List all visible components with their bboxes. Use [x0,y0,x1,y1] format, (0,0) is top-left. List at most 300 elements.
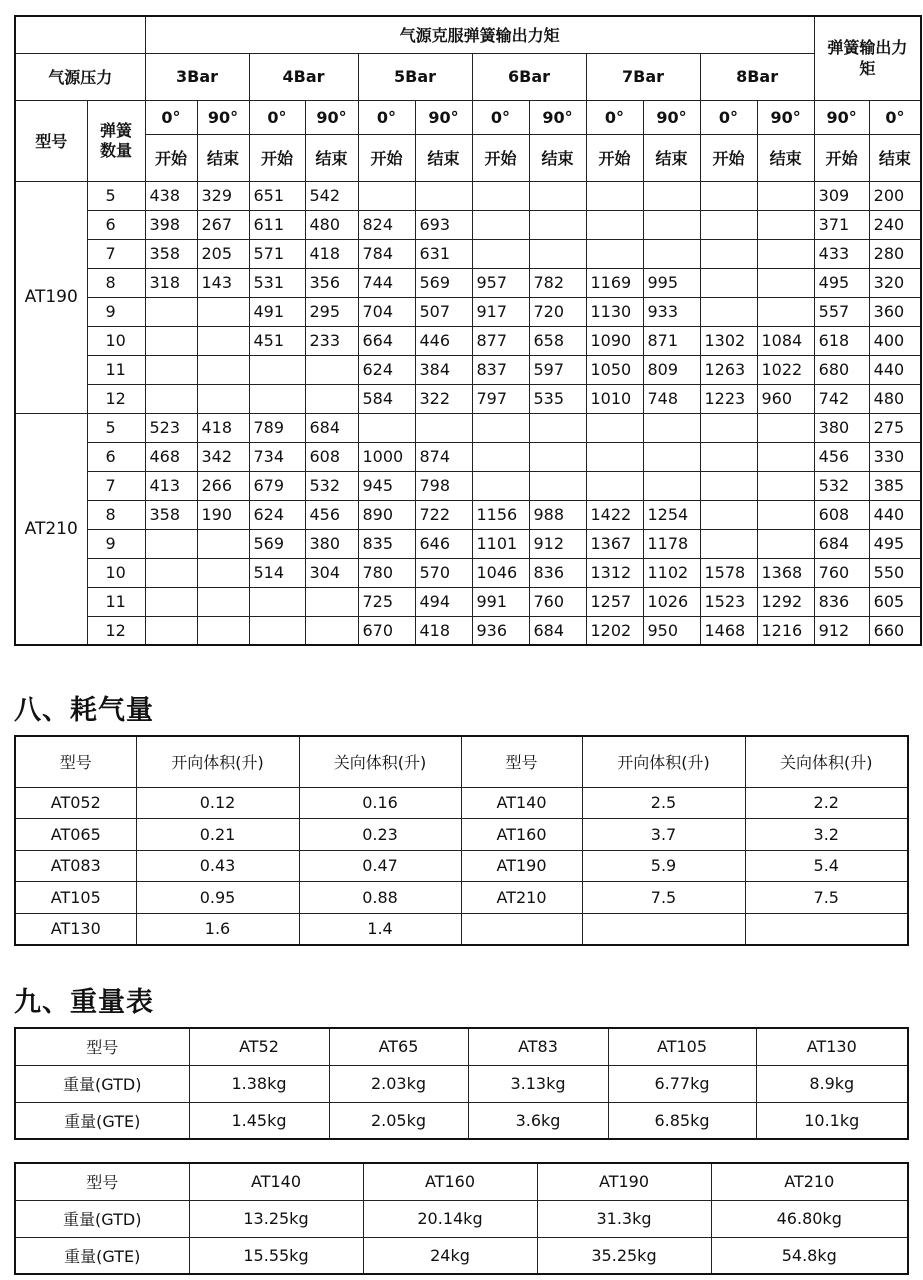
air-cell: 0.95 [136,882,299,914]
torque-value-cell: 1084 [757,326,814,355]
air-cell [745,913,908,945]
spring-count-cell: 7 [87,239,145,268]
torque-value-cell: 494 [415,587,472,616]
torque-value-cell: 330 [869,442,921,471]
torque-value-cell: 532 [305,471,358,500]
spring-count-cell: 6 [87,442,145,471]
angle-header: 0° [249,100,305,134]
angle-header: 0° [586,100,643,134]
air-row [15,913,908,945]
weight-value-cell: 20.14kg [363,1200,537,1237]
torque-value-cell: 1050 [586,355,643,384]
torque-value-cell: 684 [529,616,586,645]
angle-header: 0° [358,100,415,134]
torque-value-cell: 190 [197,500,249,529]
torque-value-cell [197,384,249,413]
torque-value-cell [249,384,305,413]
air-header-cell: 开向体积(升) [582,736,745,787]
torque-value-cell [197,326,249,355]
spring-count-cell: 8 [87,268,145,297]
pressure-header: 4Bar [249,53,358,100]
torque-value-cell: 356 [305,268,358,297]
torque-value-cell: 418 [305,239,358,268]
torque-value-cell: 358 [145,239,197,268]
torque-row [15,500,921,529]
torque-value-cell: 433 [814,239,869,268]
weight-value-cell: AT210 [711,1163,908,1200]
torque-row [15,384,921,413]
torque-value-cell [529,239,586,268]
torque-value-cell [700,239,757,268]
angle-header: 0° [869,100,921,134]
air-cell: 3.7 [582,819,745,851]
spring-count-cell: 5 [87,181,145,210]
torque-value-cell [415,413,472,442]
torque-value-cell: 1216 [757,616,814,645]
weight-value-cell: 13.25kg [189,1200,363,1237]
weight-label-cell: 重量(GTD) [15,1065,189,1102]
torque-value-cell [643,210,700,239]
torque-value-cell: 550 [869,558,921,587]
torque-value-cell [757,442,814,471]
weight-value-cell: 46.80kg [711,1200,908,1237]
torque-value-cell: 760 [814,558,869,587]
weight-value-cell: 35.25kg [537,1237,711,1274]
phase-header: 开始 [700,134,757,181]
torque-value-cell: 1010 [586,384,643,413]
weight-row [15,1200,908,1237]
pressure-label: 气源压力 [15,53,145,100]
torque-value-cell [700,181,757,210]
torque-value-cell: 1022 [757,355,814,384]
pressure-header: 8Bar [700,53,814,100]
torque-value-cell: 611 [249,210,305,239]
torque-value-cell: 295 [305,297,358,326]
torque-value-cell: 418 [415,616,472,645]
torque-value-cell: 571 [249,239,305,268]
torque-value-cell: 569 [415,268,472,297]
torque-row [15,326,921,355]
torque-value-cell: 507 [415,297,472,326]
pressure-header: 5Bar [358,53,472,100]
torque-value-cell: 1000 [358,442,415,471]
torque-row [15,239,921,268]
torque-value-cell [472,442,529,471]
torque-value-cell: 991 [472,587,529,616]
weight-value-cell: 24kg [363,1237,537,1274]
angle-header: 90° [529,100,586,134]
torque-value-cell: 1178 [643,529,700,558]
torque-value-cell [757,268,814,297]
torque-value-cell: 658 [529,326,586,355]
torque-value-cell: 523 [145,413,197,442]
air-cell: 1.6 [136,913,299,945]
torque-value-cell: 358 [145,500,197,529]
torque-value-cell: 371 [814,210,869,239]
phase-header: 开始 [472,134,529,181]
torque-value-cell: 514 [249,558,305,587]
torque-value-cell: 1046 [472,558,529,587]
air-cell: 0.16 [299,787,461,819]
weight-row [15,1102,908,1139]
torque-value-cell: 200 [869,181,921,210]
torque-value-cell: 660 [869,616,921,645]
torque-value-cell: 995 [643,268,700,297]
torque-value-cell: 722 [415,500,472,529]
torque-value-cell [145,297,197,326]
weight-label-cell: 型号 [15,1028,189,1065]
torque-value-cell: 789 [249,413,305,442]
torque-value-cell: 798 [415,471,472,500]
weight-table-1 [14,1027,909,1140]
torque-value-cell: 624 [249,500,305,529]
spring-count-label: 弹簧数量 [87,100,145,181]
torque-value-cell: 912 [529,529,586,558]
angle-header: 90° [757,100,814,134]
torque-value-cell: 871 [643,326,700,355]
torque-value-cell [305,384,358,413]
torque-value-cell: 725 [358,587,415,616]
torque-value-cell [586,442,643,471]
torque-value-cell: 950 [643,616,700,645]
torque-value-cell: 584 [358,384,415,413]
torque-value-cell: 532 [814,471,869,500]
phase-header: 开始 [586,134,643,181]
phase-header: 结束 [529,134,586,181]
air-cell: 1.4 [299,913,461,945]
air-cell: AT083 [15,850,136,882]
phase-header: 开始 [145,134,197,181]
weight-value-cell: AT190 [537,1163,711,1200]
torque-value-cell: 797 [472,384,529,413]
torque-value-cell: 760 [529,587,586,616]
weight-value-cell: 2.05kg [329,1102,468,1139]
torque-value-cell [358,413,415,442]
torque-value-cell [249,355,305,384]
torque-value-cell: 917 [472,297,529,326]
torque-row [15,413,921,442]
torque-value-cell: 440 [869,355,921,384]
torque-value-cell: 837 [472,355,529,384]
phase-header: 结束 [757,134,814,181]
torque-value-cell: 1130 [586,297,643,326]
torque-value-cell [586,210,643,239]
angle-header: 0° [472,100,529,134]
weight-value-cell: AT65 [329,1028,468,1065]
torque-value-cell: 720 [529,297,586,326]
phase-header: 开始 [358,134,415,181]
torque-value-cell [757,181,814,210]
air-cell: 5.4 [745,850,908,882]
torque-row [15,181,921,210]
torque-value-cell: 1523 [700,587,757,616]
air-row [15,850,908,882]
torque-value-cell [197,558,249,587]
torque-value-cell: 384 [415,355,472,384]
pressure-header: 7Bar [586,53,700,100]
weight-value-cell: AT130 [756,1028,908,1065]
spring-count-cell: 9 [87,297,145,326]
torque-value-cell: 380 [814,413,869,442]
torque-value-cell: 734 [249,442,305,471]
torque-value-cell: 329 [197,181,249,210]
torque-value-cell: 684 [814,529,869,558]
torque-value-cell [700,413,757,442]
torque-value-cell: 1156 [472,500,529,529]
torque-value-cell: 267 [197,210,249,239]
angle-header: 0° [700,100,757,134]
air-cell: AT130 [15,913,136,945]
torque-value-cell: 605 [869,587,921,616]
torque-value-cell: 693 [415,210,472,239]
torque-value-cell: 542 [305,181,358,210]
torque-value-cell: 782 [529,268,586,297]
torque-value-cell: 240 [869,210,921,239]
torque-value-cell: 680 [814,355,869,384]
torque-value-cell: 438 [145,181,197,210]
torque-value-cell: 1169 [586,268,643,297]
torque-value-cell [700,210,757,239]
torque-value-cell: 205 [197,239,249,268]
weight-value-cell: 2.03kg [329,1065,468,1102]
torque-value-cell [700,500,757,529]
torque-value-cell: 631 [415,239,472,268]
air-header-cell: 型号 [15,736,136,787]
weight-value-cell: AT105 [608,1028,756,1065]
torque-value-cell [472,413,529,442]
torque-value-cell: 744 [358,268,415,297]
torque-value-cell: 480 [305,210,358,239]
torque-value-cell: 608 [814,500,869,529]
air-consumption-table [14,735,909,946]
air-header-cell: 型号 [461,736,582,787]
torque-value-cell: 380 [305,529,358,558]
torque-value-cell [145,326,197,355]
torque-value-cell: 1367 [586,529,643,558]
torque-value-cell [197,355,249,384]
air-cell: 0.12 [136,787,299,819]
torque-value-cell: 309 [814,181,869,210]
air-cell: AT160 [461,819,582,851]
weight-value-cell: 10.1kg [756,1102,908,1139]
weight-label-cell: 重量(GTE) [15,1102,189,1139]
weight-value-cell: AT160 [363,1163,537,1200]
torque-value-cell: 877 [472,326,529,355]
weight-row [15,1163,908,1200]
torque-value-cell [145,616,197,645]
torque-value-cell [586,413,643,442]
torque-value-cell [197,616,249,645]
torque-value-cell [472,181,529,210]
torque-value-cell: 1257 [586,587,643,616]
air-row [15,787,908,819]
weight-row [15,1065,908,1102]
air-cell [461,913,582,945]
torque-value-cell [145,355,197,384]
spring-count-cell: 10 [87,558,145,587]
torque-value-cell [586,471,643,500]
weight-value-cell: 1.45kg [189,1102,329,1139]
torque-value-cell: 1090 [586,326,643,355]
spring-count-cell: 11 [87,355,145,384]
spring-count-cell: 12 [87,616,145,645]
torque-value-cell: 468 [145,442,197,471]
torque-value-cell: 531 [249,268,305,297]
air-cell: 7.5 [745,882,908,914]
torque-value-cell: 385 [869,471,921,500]
air-cell: 0.21 [136,819,299,851]
torque-value-cell: 651 [249,181,305,210]
weight-value-cell: 1.38kg [189,1065,329,1102]
torque-value-cell: 400 [869,326,921,355]
air-cell: 0.23 [299,819,461,851]
torque-value-cell: 684 [305,413,358,442]
torque-value-cell: 233 [305,326,358,355]
torque-value-cell [757,210,814,239]
torque-value-cell [586,181,643,210]
weight-row [15,1237,908,1274]
torque-value-cell: 569 [249,529,305,558]
weight-value-cell: 3.6kg [468,1102,608,1139]
torque-value-cell [643,442,700,471]
torque-value-cell: 1026 [643,587,700,616]
weight-value-cell: 6.77kg [608,1065,756,1102]
torque-value-cell: 1368 [757,558,814,587]
torque-value-cell: 360 [869,297,921,326]
torque-value-cell: 608 [305,442,358,471]
torque-value-cell [757,500,814,529]
air-cell: AT052 [15,787,136,819]
torque-value-cell: 440 [869,500,921,529]
torque-value-cell: 413 [145,471,197,500]
air-cell: 0.47 [299,850,461,882]
air-row [15,882,908,914]
torque-value-cell: 1102 [643,558,700,587]
torque-value-cell: 418 [197,413,249,442]
air-row [15,819,908,851]
air-cell: 3.2 [745,819,908,851]
torque-row [15,355,921,384]
torque-value-cell [197,297,249,326]
weight-label-cell: 重量(GTD) [15,1200,189,1237]
spring-count-cell: 7 [87,471,145,500]
torque-row [15,268,921,297]
torque-value-cell [305,587,358,616]
model-label: 型号 [15,100,87,181]
weight-label-cell: 重量(GTE) [15,1237,189,1274]
torque-value-cell [529,442,586,471]
torque-value-cell: 1202 [586,616,643,645]
torque-value-cell [586,239,643,268]
torque-value-cell [145,558,197,587]
torque-value-cell [643,239,700,268]
torque-value-cell: 451 [249,326,305,355]
torque-row [15,529,921,558]
air-cell: AT210 [461,882,582,914]
torque-value-cell: 624 [358,355,415,384]
angle-header: 90° [643,100,700,134]
torque-value-cell [472,210,529,239]
spring-count-cell: 8 [87,500,145,529]
torque-value-cell: 322 [415,384,472,413]
air-cell: AT140 [461,787,582,819]
air-header-cell: 关向体积(升) [745,736,908,787]
torque-value-cell: 495 [814,268,869,297]
air-cell: AT065 [15,819,136,851]
torque-value-cell: 933 [643,297,700,326]
torque-value-cell: 784 [358,239,415,268]
torque-value-cell [249,616,305,645]
torque-value-cell: 495 [869,529,921,558]
air-cell: 0.43 [136,850,299,882]
torque-row [15,471,921,500]
torque-value-cell: 1101 [472,529,529,558]
torque-value-cell: 557 [814,297,869,326]
torque-value-cell: 480 [869,384,921,413]
torque-value-cell [757,413,814,442]
weight-heading: 九、重量表 [14,987,154,1018]
weight-value-cell: 3.13kg [468,1065,608,1102]
torque-value-cell: 945 [358,471,415,500]
torque-value-cell: 1422 [586,500,643,529]
torque-value-cell: 535 [529,384,586,413]
torque-value-cell: 836 [529,558,586,587]
weight-value-cell: AT83 [468,1028,608,1065]
torque-value-cell: 266 [197,471,249,500]
phase-header: 开始 [814,134,869,181]
torque-value-cell [700,268,757,297]
torque-value-cell [643,413,700,442]
torque-value-cell: 646 [415,529,472,558]
torque-value-cell: 570 [415,558,472,587]
model-cell: AT190 [15,181,87,413]
torque-value-cell [197,529,249,558]
torque-value-cell [145,587,197,616]
torque-value-cell: 1223 [700,384,757,413]
torque-value-cell: 836 [814,587,869,616]
torque-value-cell [145,529,197,558]
weight-value-cell: 31.3kg [537,1200,711,1237]
weight-row [15,1028,908,1065]
torque-value-cell [757,471,814,500]
torque-value-cell: 874 [415,442,472,471]
torque-value-cell [700,471,757,500]
weight-value-cell: AT140 [189,1163,363,1200]
torque-value-cell: 912 [814,616,869,645]
air-header-cell: 开向体积(升) [136,736,299,787]
air-cell: 7.5 [582,882,745,914]
torque-value-cell [358,181,415,210]
phase-header: 开始 [249,134,305,181]
torque-value-cell: 1468 [700,616,757,645]
phase-header: 结束 [197,134,249,181]
spring-count-cell: 6 [87,210,145,239]
torque-value-cell [415,181,472,210]
torque-row [15,210,921,239]
torque-value-cell: 342 [197,442,249,471]
torque-value-cell: 1312 [586,558,643,587]
pressure-header: 6Bar [472,53,586,100]
air-cell: 5.9 [582,850,745,882]
torque-value-cell [700,297,757,326]
torque-value-cell: 491 [249,297,305,326]
torque-row [15,558,921,587]
torque-value-cell [757,239,814,268]
torque-value-cell [643,181,700,210]
torque-value-cell: 742 [814,384,869,413]
torque-value-cell [529,413,586,442]
torque-value-cell: 890 [358,500,415,529]
